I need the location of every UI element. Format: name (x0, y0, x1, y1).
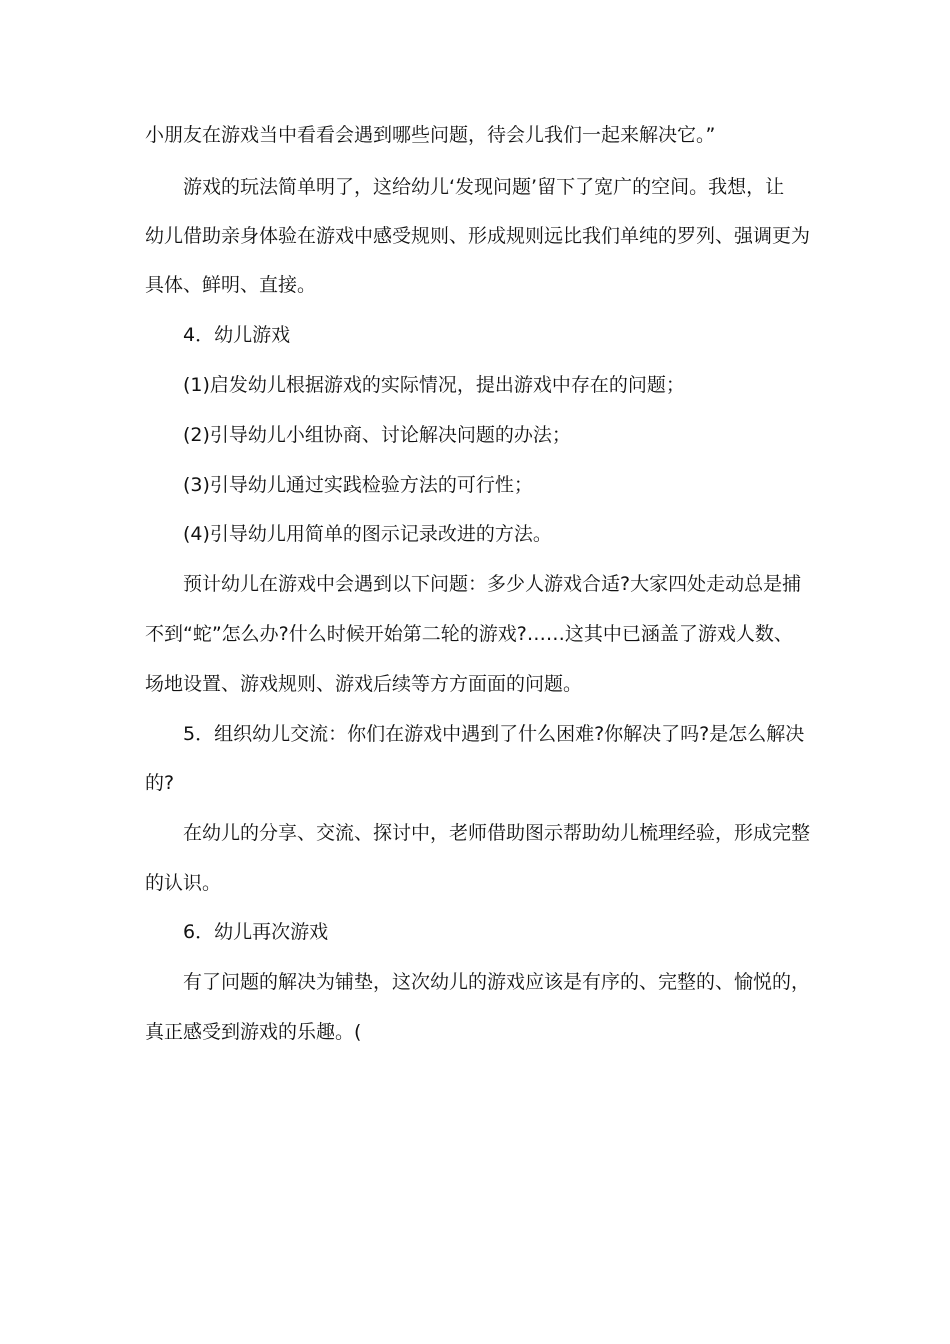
paragraph-line: 幼儿借助亲身体验在游戏中感受规则、形成规则远比我们单纯的罗列、强调更为 (145, 225, 811, 247)
list-item: (4)引导幼儿用简单的图示记录改进的方法。 (183, 523, 552, 545)
paragraph-line: 场地设置、游戏规则、游戏后续等方方面面的问题。 (145, 673, 583, 695)
paragraph-line: 小朋友在游戏当中看看会遇到哪些问题，待会儿我们一起来解决它。” (145, 124, 716, 146)
list-item: (1)启发幼儿根据游戏的实际情况，提出游戏中存在的问题； (183, 374, 685, 396)
paragraph-line: 具体、鲜明、直接。 (145, 274, 317, 296)
list-item: (3)引导幼儿通过实践检验方法的可行性； (183, 474, 533, 496)
paragraph-line: 真正感受到游戏的乐趣。( (145, 1021, 362, 1043)
paragraph-line: 的认识。 (145, 872, 222, 894)
list-item: (2)引导幼儿小组协商、讨论解决问题的办法； (183, 424, 571, 446)
paragraph-line: 游戏的玩法简单明了，这给幼儿‘发现问题’留下了宽广的空间。我想，让 (183, 176, 785, 198)
paragraph-line: 的? (145, 772, 175, 794)
section-heading: 5．组织幼儿交流：你们在游戏中遇到了什么困难?你解决了吗?是怎么解决 (183, 723, 805, 745)
section-heading: 4．幼儿游戏 (183, 324, 291, 346)
section-heading: 6．幼儿再次游戏 (183, 921, 329, 943)
paragraph-line: 有了问题的解决为铺垫，这次幼儿的游戏应该是有序的、完整的、愉悦的， (183, 971, 811, 993)
paragraph-line: 预计幼儿在游戏中会遇到以下问题：多少人游戏合适?大家四处走动总是捕 (183, 573, 802, 595)
paragraph-line: 在幼儿的分享、交流、探讨中，老师借助图示帮助幼儿梳理经验，形成完整 (183, 822, 811, 844)
paragraph-line: 不到“蛇”怎么办?什么时候开始第二轮的游戏?……这其中已涵盖了游戏人数、 (145, 623, 793, 645)
